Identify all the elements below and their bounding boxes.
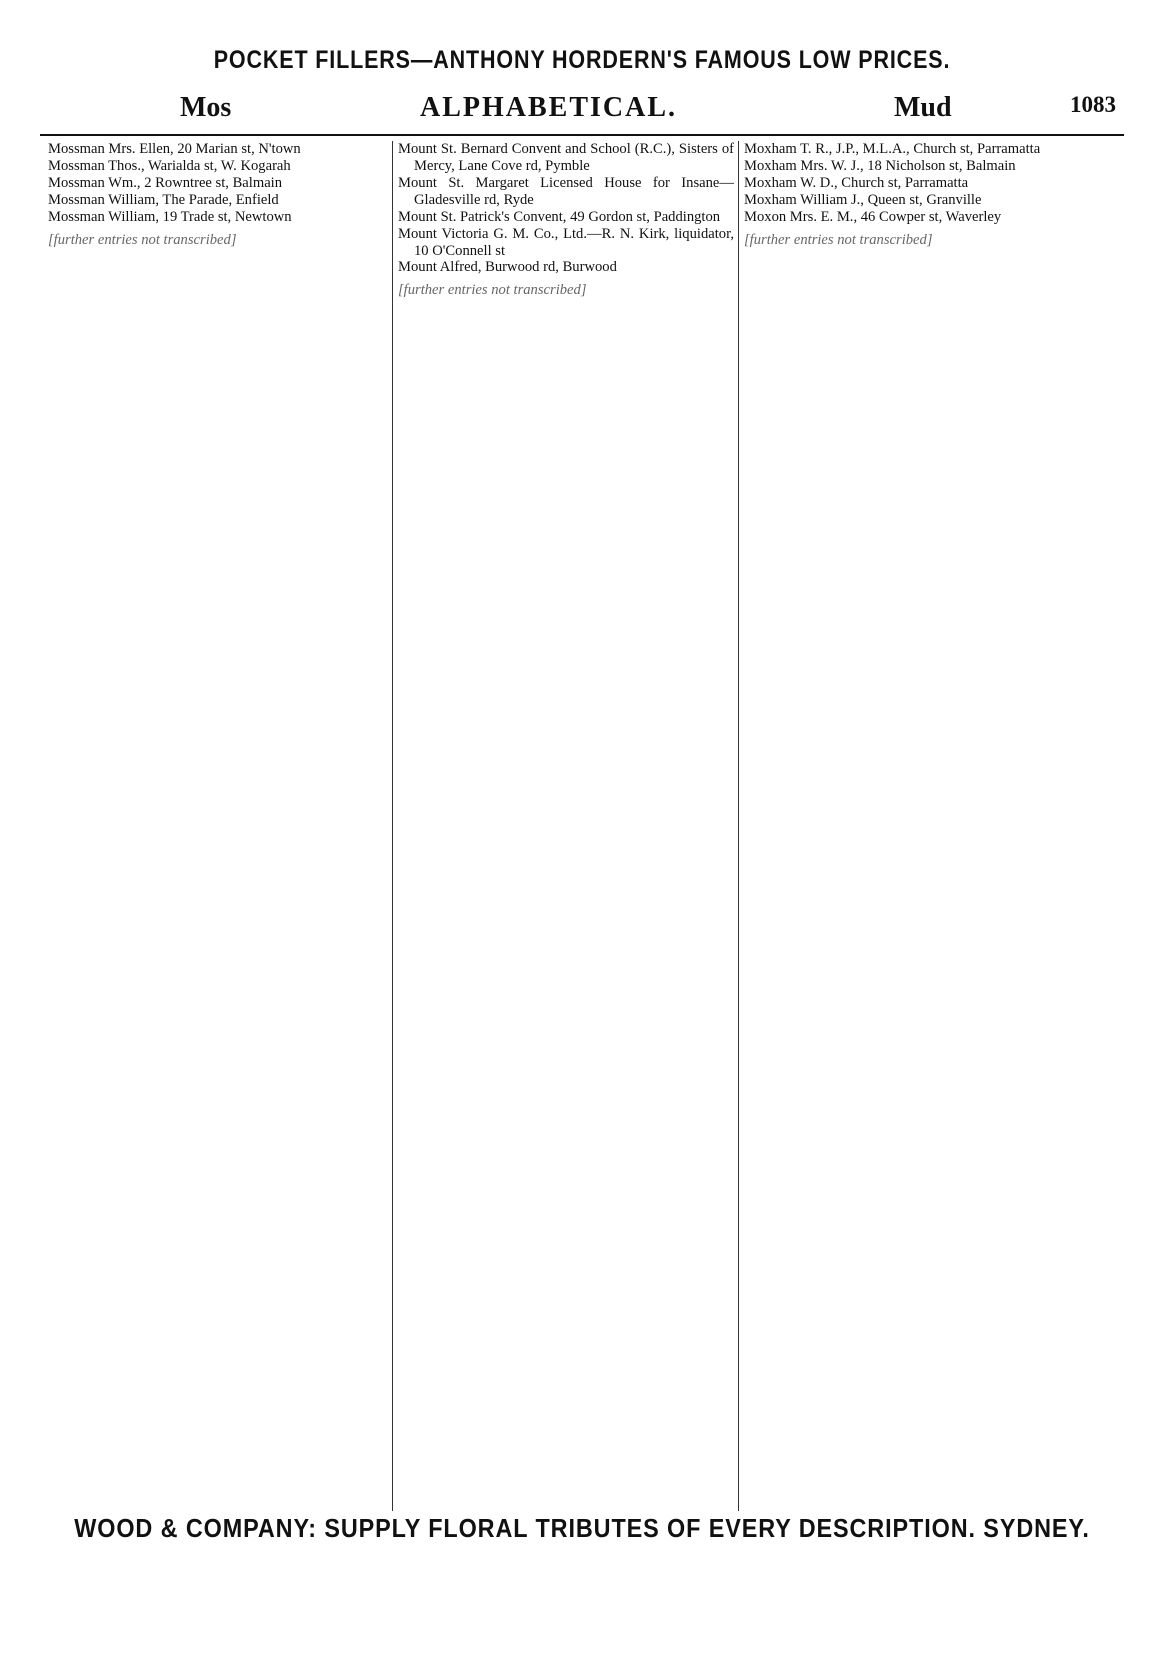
directory-entry: Mossman Thos., Warialda st, W. Kogarah: [48, 157, 291, 174]
directory-entry: Moxon Mrs. E. M., 46 Cowper st, Waverley: [744, 208, 1002, 225]
directory-entry: Mount St. Margaret Licensed House for Insane—Gladesville rd, Ryde: [398, 174, 734, 208]
directory-entry: Moxham William J., Queen st, Granville: [744, 191, 982, 208]
header-rule: [40, 134, 1124, 136]
directory-entry: Mossman William, 19 Trade st, Newtown: [48, 208, 292, 225]
section-title: ALPHABETICAL.: [420, 92, 678, 123]
directory-column-1: [48, 141, 382, 1511]
top-advert-banner: POCKET FILLERS—ANTHONY HORDERN'S FAMOUS LOW PRICES.: [213, 46, 951, 74]
directory-column-2: [392, 141, 734, 1511]
directory-entry: Mossman Mrs. Ellen, 20 Marian st, N'town: [48, 141, 301, 157]
directory-entry: Mount Alfred, Burwood rd, Burwood: [398, 259, 617, 276]
directory-entry: Moxham T. R., J.P., M.L.A., Church st, Parramatta: [744, 141, 1041, 157]
directory-columns: [40, 141, 1124, 1511]
directory-entry: Moxham W. D., Church st, Parramatta: [744, 174, 969, 191]
directory-entry: Moxham Mrs. W. J., 18 Nicholson st, Balmain: [744, 157, 1016, 174]
directory-entry: Mossman Wm., 2 Rowntree st, Balmain: [48, 174, 283, 191]
entries-omitted-note: [further entries not transcribed]: [398, 282, 587, 299]
right-guide-word: Mud: [894, 92, 952, 123]
bottom-advert-banner: WOOD & COMPANY: SUPPLY FLORAL TRIBUTES OF EVERY DESCRIPTION. SYDNEY.: [74, 1513, 1090, 1543]
directory-entry: Mount St. Bernard Convent and School (R.C.), Sisters of Mercy, Lane Cove rd, Pymble: [398, 141, 734, 174]
entries-omitted-note: [further entries not transcribed]: [48, 231, 237, 248]
directory-entry: Mount St. Patrick's Convent, 49 Gordon st, Paddington: [398, 208, 721, 225]
directory-column-3: [738, 141, 1120, 1511]
directory-entry: Mount Victoria G. M. Co., Ltd.—R. N. Kirk, liquidator, 10 O'Connell st: [398, 225, 734, 259]
left-guide-word: Mos: [180, 92, 232, 123]
directory-entry: Mossman William, The Parade, Enfield: [48, 191, 279, 208]
page-number: 1083: [1070, 92, 1116, 117]
running-head: [40, 92, 1124, 132]
entries-omitted-note: [further entries not transcribed]: [744, 231, 933, 248]
